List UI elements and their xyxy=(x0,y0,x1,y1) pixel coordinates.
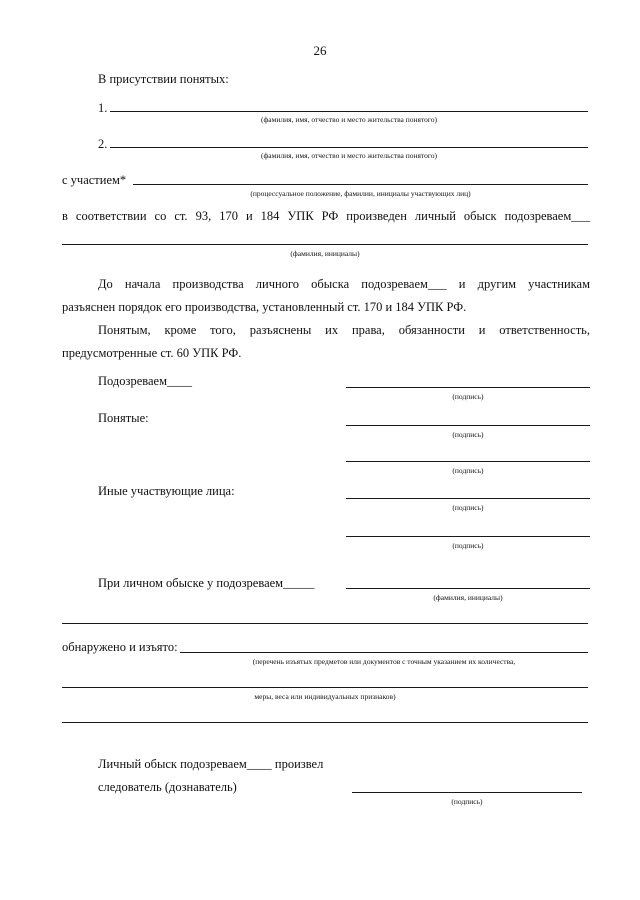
paragraph-2-line-1: Понятым, кроме того, разъяснены их права, обязанности и ответственность, xyxy=(98,323,590,337)
witnesses-heading: В присутствии понятых: xyxy=(98,72,229,86)
participation-field[interactable] xyxy=(133,184,588,185)
witness-2-field[interactable] xyxy=(110,147,588,148)
other-person-2-signature-field[interactable] xyxy=(346,536,590,537)
witness-2-caption: (фамилия, имя, отчество и место жительства понятого) xyxy=(260,151,438,160)
search-at-caption: (фамилия, инициалы) xyxy=(433,593,503,602)
other-person-1-signature-caption: (подпись) xyxy=(452,503,484,512)
page-number: 26 xyxy=(313,43,327,58)
investigator-signature-caption: (подпись) xyxy=(451,797,483,806)
search-at-name-field[interactable] xyxy=(346,588,590,589)
suspect-signature-field[interactable] xyxy=(346,387,590,388)
witness-2-signature-caption: (подпись) xyxy=(452,466,484,475)
found-label: обнаружено и изъято: xyxy=(62,640,178,654)
found-items-field[interactable] xyxy=(180,652,588,653)
paragraph-1-line-1: До начала производства личного обыска подозреваем___ и другим участникам xyxy=(98,277,590,291)
investigator-signature-field[interactable] xyxy=(352,792,582,793)
participation-caption: (процессуальное положение, фамилии, инициалы участвующих лиц) xyxy=(250,189,471,198)
found-caption-1: (перечень изъятых предметов или документов с точным указанием их количества, xyxy=(252,657,516,666)
conducted-line-2: следователь (дознаватель) xyxy=(98,780,237,794)
suspect-label: Подозреваем____ xyxy=(98,374,193,388)
found-caption-2: меры, веса или индивидуальных признаков) xyxy=(254,692,396,701)
witness-1-caption: (фамилия, имя, отчество и место жительства понятого) xyxy=(260,115,438,124)
witness-1-signature-field[interactable] xyxy=(346,425,590,426)
witness-2-number: 2. xyxy=(98,137,108,151)
witness-1-number: 1. xyxy=(98,101,108,115)
conducted-line-1: Личный обыск подозреваем____ произвел xyxy=(98,757,324,771)
other-person-1-signature-field[interactable] xyxy=(346,498,590,499)
accordance-caption: (фамилия, инициалы) xyxy=(290,249,360,258)
other-person-2-signature-caption: (подпись) xyxy=(452,541,484,550)
search-at-label: При личном обыске у подозреваем_____ xyxy=(98,576,315,590)
other-persons-label: Иные участвующие лица: xyxy=(98,484,235,498)
witness-1-signature-caption: (подпись) xyxy=(452,430,484,439)
paragraph-2-line-2: предусмотренные ст. 60 УПК РФ. xyxy=(62,346,242,360)
suspect-name-field[interactable] xyxy=(62,244,588,245)
suspect-signature-caption: (подпись) xyxy=(452,392,484,401)
participation-label: с участием* xyxy=(62,173,127,187)
witnesses-label: Понятые: xyxy=(98,411,149,425)
found-items-field-3[interactable] xyxy=(62,722,588,723)
found-items-field-2[interactable] xyxy=(62,687,588,688)
witness-1-field[interactable] xyxy=(110,111,588,112)
witness-2-signature-field[interactable] xyxy=(346,461,590,462)
accordance-text: в соответствии со ст. 93, 170 и 184 УПК РФ произведен личный обыск подозреваем___ xyxy=(62,209,590,223)
paragraph-1-line-2: разъяснен порядок его производства, установленный ст. 170 и 184 УПК РФ. xyxy=(62,300,467,314)
search-at-extra-field[interactable] xyxy=(62,623,588,624)
